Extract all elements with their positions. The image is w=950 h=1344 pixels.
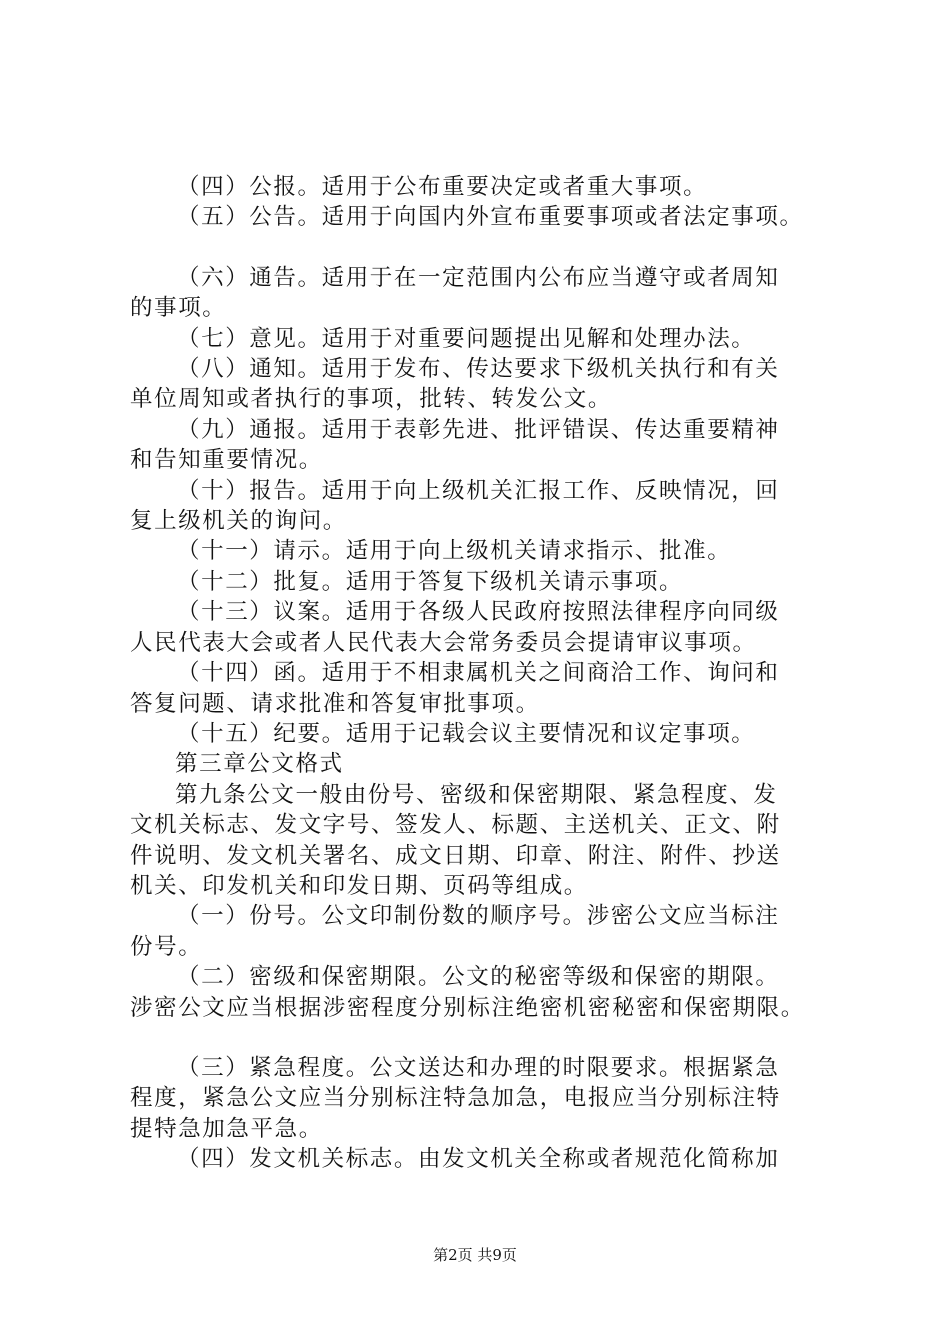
paragraph-line: 的事项。 <box>130 295 227 322</box>
chapter-heading: 第三章公文格式 <box>175 751 344 778</box>
paragraph-line: （四）发文机关标志。由发文机关全称或者规范化简称加 <box>177 1146 780 1173</box>
paragraph-line: （十三）议案。适用于各级人民政府按照法律程序向同级 <box>177 599 780 626</box>
blank-line <box>130 1023 850 1053</box>
paragraph-line: （八）通知。适用于发布、传达要求下级机关执行和有关 <box>177 356 780 383</box>
blank-line <box>130 233 850 263</box>
paragraph-line: 涉密公文应当根据涉密程度分别标注绝密机密秘密和保密期限。 <box>130 994 805 1021</box>
paragraph-line: （十）报告。适用于向上级机关汇报工作、反映情况，回 <box>177 477 780 504</box>
paragraph-line: 份号。 <box>130 933 203 960</box>
paragraph-line: （九）通报。适用于表彰先进、批评错误、传达重要精神 <box>177 416 780 443</box>
paragraph-line: （十一）请示。适用于向上级机关请求指示、批准。 <box>177 538 732 565</box>
paragraph-line: （十二）批复。适用于答复下级机关请示事项。 <box>177 568 684 595</box>
paragraph-line: 件说明、发文机关署名、成文日期、印章、附注、附件、抄送 <box>130 842 781 869</box>
paragraph-line: （二）密级和保密期限。公文的秘密等级和保密的期限。 <box>177 964 780 991</box>
paragraph-line: 单位周知或者执行的事项，批转、转发公文。 <box>130 386 613 413</box>
page-footer <box>0 1245 950 1265</box>
paragraph-line: （五）公告。适用于向国内外宣布重要事项或者法定事项。 <box>177 204 804 231</box>
paragraph-line: 答复问题、请求批准和答复审批事项。 <box>130 690 540 717</box>
paragraph-line: （十五）纪要。适用于记载会议主要情况和议定事项。 <box>177 720 756 747</box>
paragraph-line: （七）意见。适用于对重要问题提出见解和处理办法。 <box>177 325 756 352</box>
paragraph-line: 程度，紧急公文应当分别标注特急加急，电报应当分别标注特 <box>130 1085 781 1112</box>
paragraph-line: 复上级机关的询问。 <box>130 508 347 535</box>
paragraph-line: （四）公报。适用于公布重要决定或者重大事项。 <box>177 174 708 200</box>
page-number-label: 第2页 共9页 <box>433 1246 517 1264</box>
paragraph-line: （六）通告。适用于在一定范围内公布应当遵守或者周知 <box>177 264 780 291</box>
paragraph-line: 文机关标志、发文字号、签发人、标题、主送机关、正文、附 <box>130 812 781 839</box>
paragraph-line: 和告知重要情况。 <box>130 447 323 474</box>
paragraph-line: 机关、印发机关和印发日期、页码等组成。 <box>130 872 588 899</box>
paragraph-line: 人民代表大会或者人民代表大会常务委员会提请审议事项。 <box>130 629 757 656</box>
document-body <box>130 172 850 1175</box>
paragraph-line: 第九条公文一般由份号、密级和保密期限、紧急程度、发 <box>175 781 778 808</box>
paragraph-line: （三）紧急程度。公文送达和办理的时限要求。根据紧急 <box>177 1054 780 1081</box>
paragraph-line: 提特急加急平急。 <box>130 1115 323 1142</box>
paragraph-line: （一）份号。公文印制份数的顺序号。涉密公文应当标注 <box>177 903 780 930</box>
paragraph-line: （十四）函。适用于不相隶属机关之间商洽工作、询问和 <box>177 660 780 687</box>
